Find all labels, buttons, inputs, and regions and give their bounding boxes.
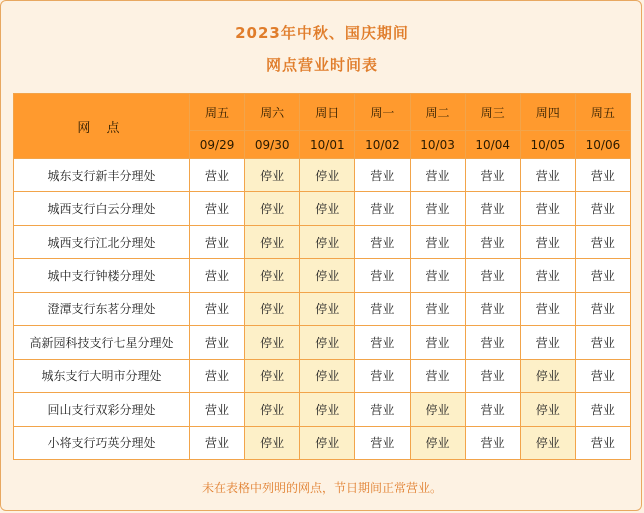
status-cell: 营业 xyxy=(410,225,465,258)
status-cell: 停业 xyxy=(245,159,300,192)
date-header: 10/04 xyxy=(465,131,520,159)
status-cell: 营业 xyxy=(465,259,520,292)
status-cell: 停业 xyxy=(300,159,355,192)
status-cell: 营业 xyxy=(520,225,575,258)
table-row xyxy=(14,326,631,359)
date-header: 10/03 xyxy=(410,131,465,159)
status-cell: 营业 xyxy=(355,426,410,460)
table-row xyxy=(14,192,631,225)
branch-name: 高新园科技支行七星分理处 xyxy=(14,326,190,359)
weekday-header: 周四 xyxy=(520,94,575,131)
status-cell: 营业 xyxy=(575,426,630,460)
branch-column-header: 网 点 xyxy=(14,94,190,159)
status-cell: 营业 xyxy=(410,326,465,359)
status-cell: 停业 xyxy=(245,326,300,359)
status-cell: 营业 xyxy=(465,426,520,460)
status-cell: 停业 xyxy=(245,359,300,392)
status-cell: 营业 xyxy=(575,259,630,292)
status-cell: 停业 xyxy=(300,393,355,426)
status-cell: 营业 xyxy=(190,326,245,359)
table-body xyxy=(14,159,631,460)
status-cell: 营业 xyxy=(465,393,520,426)
weekday-header: 周六 xyxy=(245,94,300,131)
status-cell: 营业 xyxy=(355,159,410,192)
branch-name: 小将支行巧英分理处 xyxy=(14,426,190,460)
date-header: 09/29 xyxy=(190,131,245,159)
page-subtitle: 网点营业时间表 xyxy=(265,56,378,74)
status-cell: 营业 xyxy=(465,192,520,225)
status-cell: 营业 xyxy=(355,225,410,258)
table-row xyxy=(14,292,631,325)
table-row xyxy=(14,393,631,426)
status-cell: 营业 xyxy=(520,326,575,359)
status-cell: 营业 xyxy=(190,159,245,192)
date-header: 10/05 xyxy=(520,131,575,159)
status-cell: 停业 xyxy=(300,326,355,359)
status-cell: 停业 xyxy=(245,192,300,225)
weekday-header: 周一 xyxy=(355,94,410,131)
branch-name: 城西支行白云分理处 xyxy=(14,192,190,225)
status-cell: 营业 xyxy=(465,225,520,258)
branch-name: 回山支行双彩分理处 xyxy=(14,393,190,426)
branch-name: 澄潭支行东茗分理处 xyxy=(14,292,190,325)
status-cell: 营业 xyxy=(465,292,520,325)
status-cell: 营业 xyxy=(355,259,410,292)
date-header: 10/06 xyxy=(575,131,630,159)
status-cell: 营业 xyxy=(410,359,465,392)
status-cell: 停业 xyxy=(410,393,465,426)
status-cell: 营业 xyxy=(355,326,410,359)
status-cell: 营业 xyxy=(190,359,245,392)
table-row xyxy=(14,259,631,292)
status-cell: 停业 xyxy=(300,359,355,392)
status-cell: 营业 xyxy=(190,259,245,292)
weekday-header: 周二 xyxy=(410,94,465,131)
status-cell: 营业 xyxy=(465,159,520,192)
status-cell: 营业 xyxy=(575,159,630,192)
status-cell: 停业 xyxy=(300,192,355,225)
weekday-header: 周五 xyxy=(190,94,245,131)
branch-name: 城东支行新丰分理处 xyxy=(14,159,190,192)
status-cell: 停业 xyxy=(245,426,300,460)
date-header: 10/02 xyxy=(355,131,410,159)
status-cell: 营业 xyxy=(410,159,465,192)
status-cell: 营业 xyxy=(520,159,575,192)
status-cell: 营业 xyxy=(575,359,630,392)
status-cell: 停业 xyxy=(300,259,355,292)
status-cell: 营业 xyxy=(465,359,520,392)
table-row xyxy=(14,225,631,258)
status-cell: 营业 xyxy=(410,259,465,292)
header-row-weekday xyxy=(14,94,631,131)
status-cell: 营业 xyxy=(520,292,575,325)
table-row xyxy=(14,159,631,192)
weekday-header: 周三 xyxy=(465,94,520,131)
status-cell: 停业 xyxy=(520,359,575,392)
status-cell: 营业 xyxy=(465,326,520,359)
branch-name: 城中支行钟楼分理处 xyxy=(14,259,190,292)
status-cell: 营业 xyxy=(190,292,245,325)
status-cell: 停业 xyxy=(410,426,465,460)
status-cell: 营业 xyxy=(520,259,575,292)
status-cell: 停业 xyxy=(300,292,355,325)
status-cell: 停业 xyxy=(245,292,300,325)
status-cell: 停业 xyxy=(520,426,575,460)
status-cell: 营业 xyxy=(520,192,575,225)
status-cell: 营业 xyxy=(355,292,410,325)
status-cell: 营业 xyxy=(410,292,465,325)
branch-name: 城东支行大明市分理处 xyxy=(14,359,190,392)
date-header: 10/01 xyxy=(300,131,355,159)
status-cell: 营业 xyxy=(575,292,630,325)
status-cell: 营业 xyxy=(575,326,630,359)
status-cell: 营业 xyxy=(355,359,410,392)
status-cell: 停业 xyxy=(245,393,300,426)
status-cell: 营业 xyxy=(575,393,630,426)
status-cell: 停业 xyxy=(300,426,355,460)
table-row xyxy=(14,426,631,460)
status-cell: 停业 xyxy=(245,259,300,292)
table-row xyxy=(14,359,631,392)
status-cell: 营业 xyxy=(190,225,245,258)
status-cell: 营业 xyxy=(575,192,630,225)
footer-note: 未在表格中列明的网点，节日期间正常营业。 xyxy=(201,481,442,495)
status-cell: 停业 xyxy=(245,225,300,258)
status-cell: 停业 xyxy=(520,393,575,426)
status-cell: 营业 xyxy=(410,192,465,225)
status-cell: 营业 xyxy=(190,192,245,225)
status-cell: 停业 xyxy=(300,225,355,258)
status-cell: 营业 xyxy=(575,225,630,258)
branch-name: 城西支行江北分理处 xyxy=(14,225,190,258)
status-cell: 营业 xyxy=(190,393,245,426)
status-cell: 营业 xyxy=(355,192,410,225)
weekday-header: 周日 xyxy=(300,94,355,131)
status-cell: 营业 xyxy=(355,393,410,426)
date-header: 09/30 xyxy=(245,131,300,159)
status-cell: 营业 xyxy=(190,426,245,460)
page-title: 2023年中秋、国庆期间 xyxy=(235,24,409,42)
weekday-header: 周五 xyxy=(575,94,630,131)
schedule-table xyxy=(13,93,631,460)
